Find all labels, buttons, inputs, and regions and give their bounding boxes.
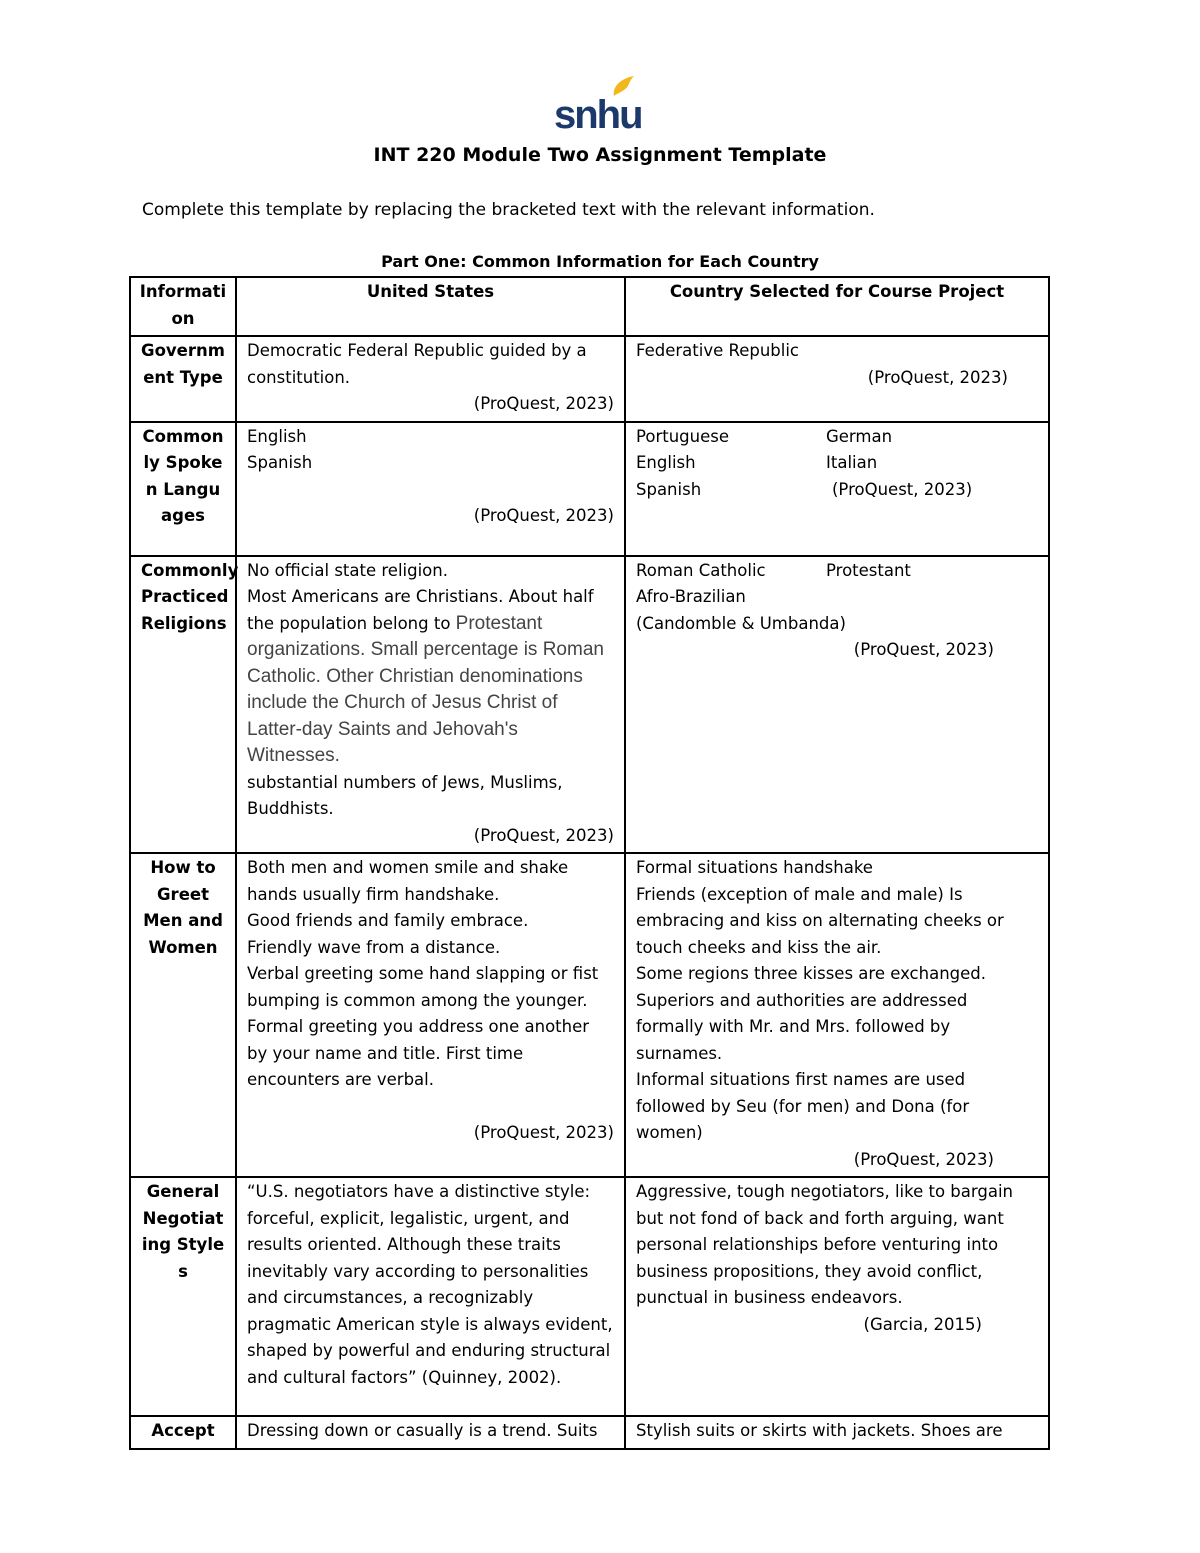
citation: (ProQuest, 2023)	[473, 505, 614, 525]
row-label: Government Type	[130, 336, 236, 422]
cell-text: substantial numbers of Jews, Muslims, Buddhists.	[247, 772, 563, 818]
language-item: Portuguese	[636, 426, 729, 446]
cell-text: Superiors and authorities are addressed formally with Mr. and Mrs. followed by surnames.	[636, 990, 968, 1063]
religion-item: Roman Catholic	[636, 560, 766, 580]
cell-text: Most Americans are Christians. About half the population belong to	[247, 587, 594, 633]
religion-item: Afro-Brazilian	[636, 587, 746, 606]
other-cell	[625, 853, 1049, 1177]
citation: (ProQuest, 2023)	[473, 825, 614, 845]
cell-text: Dressing down or casually is a trend. Suits	[247, 1421, 598, 1440]
language-item: Italian	[826, 453, 878, 472]
language-item: German	[826, 426, 893, 446]
cell-text-arial: Protestant organizations. Small percentage is Roman Catholic. Other Christian denominations include the Church of Jesus Christ of Latter-day Saints and Jehovah's Witnesses.	[247, 612, 604, 766]
us-cell	[236, 853, 625, 1177]
part-one-title: Part One: Common Information for Each Country	[381, 252, 819, 271]
header-selected-country: Country Selected for Course Project	[625, 277, 1049, 336]
row-greeting	[130, 853, 1049, 1177]
cell-text: Good friends and family embrace.	[247, 911, 529, 930]
citation: (ProQuest, 2023)	[473, 394, 614, 413]
citation: (ProQuest, 2023)	[832, 479, 973, 499]
row-negotiating-styles	[130, 1177, 1049, 1416]
other-cell	[625, 422, 1049, 556]
citation: (ProQuest, 2023)	[853, 640, 994, 659]
other-cell	[625, 556, 1049, 854]
us-cell	[236, 1177, 625, 1416]
row-spoken-languages	[130, 422, 1049, 556]
row-practiced-religions	[130, 556, 1049, 854]
document-title: INT 220 Module Two Assignment Template	[373, 144, 827, 166]
table-header-row	[130, 277, 1049, 336]
row-label: How to Greet Men and Women	[130, 853, 236, 1177]
cell-text: Formal situations handshake	[636, 858, 873, 877]
other-cell	[625, 336, 1049, 422]
country-comparison-table	[129, 276, 1050, 1450]
us-cell	[236, 1416, 625, 1449]
cell-text: “U.S. negotiators have a distinctive style: forceful, explicit, legalistic, urgent, and results oriented. Although these traits inevitably vary according to personalities and circumstances, a recognizably pragmatic American style is always evident, shaped by powerful and enduring structural and cultural factors” (Quinney, 2002).	[247, 1182, 613, 1387]
cell-text: Stylish suits or skirts with jackets. Shoes are	[636, 1421, 1003, 1440]
row-label: Commonly Spoken Languages	[130, 422, 236, 556]
language-item: English	[636, 453, 696, 472]
row-government-type	[130, 336, 1049, 422]
us-cell	[236, 336, 625, 422]
cell-text: Democratic Federal Republic guided by a constitution.	[247, 341, 587, 387]
other-cell	[625, 1177, 1049, 1416]
cell-text: Aggressive, tough negotiators, like to bargain but not fond of back and forth arguing, want personal relationships before venturing into business propositions, they avoid conflict, punctual in business endeavors.	[636, 1182, 1014, 1307]
cell-text: Friends (exception of male and male) Is embracing and kiss on alternating cheeks or touch cheeks and kiss the air.	[636, 884, 1004, 957]
cell-text: Friendly wave from a distance.	[247, 937, 501, 957]
language-item: Spanish	[636, 479, 702, 499]
row-label: Commonly Practiced Religions	[130, 556, 236, 854]
header-united-states: United States	[236, 277, 625, 336]
row-acceptable-attire	[130, 1416, 1049, 1449]
cell-text: Some regions three kisses are exchanged.	[636, 964, 986, 983]
us-cell	[236, 556, 625, 854]
cell-text: Both men and women smile and shake hands usually firm handshake.	[247, 858, 569, 904]
row-label: General Negotiating Styles	[130, 1177, 236, 1416]
us-cell	[236, 422, 625, 556]
logo-wordmark: snhu	[554, 93, 642, 132]
language-item: English	[247, 426, 307, 446]
citation: (Garcia, 2015)	[863, 1314, 982, 1334]
cell-text: No official state religion.	[247, 560, 448, 580]
snhu-logo	[552, 74, 644, 132]
cell-text: Informal situations first names are used followed by Seu (for men) and Dona (for women)	[636, 1070, 970, 1142]
other-cell	[625, 1416, 1049, 1449]
language-item: Spanish	[247, 453, 313, 472]
religion-item: Protestant	[826, 560, 911, 580]
citation: (ProQuest, 2023)	[473, 1122, 614, 1142]
instructions: Complete this template by replacing the bracketed text with the relevant information.	[142, 200, 875, 220]
citation: (ProQuest, 2023)	[867, 367, 1008, 387]
cell-text: Federative Republic	[636, 341, 799, 360]
religion-item: (Candomble & Umbanda)	[636, 613, 846, 633]
citation: (ProQuest, 2023)	[853, 1149, 994, 1169]
row-label: Accept	[130, 1416, 236, 1449]
header-information: Information	[130, 277, 236, 336]
cell-text: Verbal greeting some hand slapping or fist bumping is common among the younger. Formal greeting you address one another by your name and title. First time encounters are verbal.	[247, 964, 599, 1089]
